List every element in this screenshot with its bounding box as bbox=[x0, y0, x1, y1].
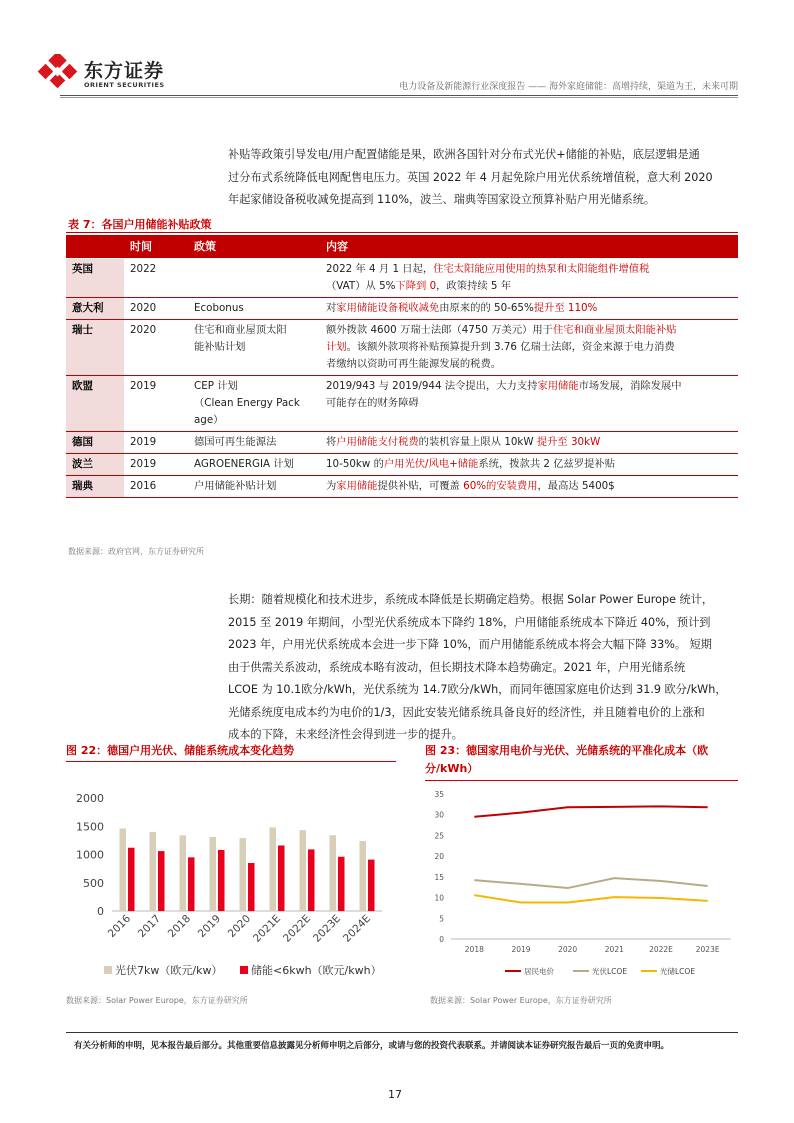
bar bbox=[210, 837, 217, 911]
legend-label: 储能<6kwh（欧元/kwh） bbox=[251, 964, 382, 977]
y-tick-label: 1500 bbox=[76, 820, 104, 834]
table-row bbox=[66, 297, 738, 319]
bar bbox=[368, 860, 375, 911]
highlight-text: 家用储能 bbox=[336, 479, 378, 492]
policy-line: 能补贴计划 bbox=[194, 340, 246, 353]
paragraph-subsidy bbox=[228, 144, 738, 212]
header-cell: 时间 bbox=[124, 235, 188, 258]
content-line bbox=[326, 339, 732, 356]
y-tick-label: 30 bbox=[434, 810, 444, 820]
table-caption: 表 7：各国户用储能补贴政策 bbox=[68, 218, 212, 231]
bar bbox=[158, 851, 165, 911]
table-row bbox=[66, 258, 738, 297]
table-source: 数据来源：政府官网，东方证券研究所 bbox=[68, 547, 204, 556]
text: 市场发展，消除发展中 bbox=[578, 379, 682, 392]
text: 的装机容量上限从 10kW bbox=[418, 435, 537, 448]
content-line bbox=[326, 278, 732, 295]
header-cell bbox=[66, 235, 124, 258]
text: 者缴纳以资助可再生能源发展的税费。 bbox=[326, 357, 502, 370]
highlight-text: 提升至 110% bbox=[533, 301, 598, 314]
content-cell bbox=[320, 375, 738, 431]
content-line bbox=[326, 261, 732, 278]
logo-name-cn: 东方证券 bbox=[84, 60, 165, 82]
text: 对 bbox=[326, 301, 337, 314]
logo-name-en: ORIENT SECURITIES bbox=[84, 81, 165, 89]
policy-cell bbox=[188, 297, 320, 319]
highlight-text: 提升至 30kW bbox=[536, 435, 601, 448]
table-row bbox=[66, 475, 738, 497]
disclaimer: 有关分析师的申明，见本报告最后部分。其他重要信息披露见分析师申明之后部分，或请与您的投资代表联系。并请阅读本证券研究报告最后一页的免责申明。 bbox=[74, 1041, 670, 1051]
content-line bbox=[326, 478, 732, 495]
paragraph-longterm bbox=[228, 589, 738, 747]
highlight-text: 家用储能设备税收减免 bbox=[336, 301, 440, 314]
text: 由原来的的 50-65% bbox=[439, 301, 534, 314]
text-line: 成本的下降，未来经济性会得到进一步的提升。 bbox=[228, 728, 463, 741]
y-tick-label: 500 bbox=[83, 876, 104, 890]
bar bbox=[128, 848, 135, 911]
text: 额外拨款 4600 万瑞士法郎（4750 万美元）用于 bbox=[326, 323, 553, 336]
text: 提供补贴，可覆盖 bbox=[377, 479, 464, 492]
legend-label: 居民电价 bbox=[524, 967, 554, 976]
content-line bbox=[326, 300, 732, 317]
table-row bbox=[66, 453, 738, 475]
text-line: 由于供需关系波动，系统成本略有波动，但长期技术降本趋势确定。2021 年，户用光储系统 bbox=[228, 660, 686, 674]
x-tick-label: 2023E bbox=[311, 912, 344, 945]
y-tick-label: 0 bbox=[439, 935, 444, 944]
highlight-text: 户用光伏/风电+储能 bbox=[383, 457, 479, 470]
header-cell: 政策 bbox=[188, 235, 320, 258]
legend-label: 光储LCOE bbox=[660, 967, 696, 976]
bar bbox=[240, 838, 247, 911]
bar bbox=[330, 835, 337, 911]
highlight-text: 住宅和商业屋顶太阳能补贴 bbox=[552, 323, 677, 336]
country-cell: 德国 bbox=[66, 431, 124, 453]
x-tick-label: 2023E bbox=[695, 945, 720, 954]
content-cell bbox=[320, 431, 738, 453]
bar bbox=[188, 857, 195, 911]
content-line bbox=[326, 356, 732, 373]
logo-mark-icon bbox=[36, 54, 80, 88]
highlight-text: 计划 bbox=[326, 340, 347, 353]
policy-line: 户用储能补贴计划 bbox=[194, 479, 277, 492]
policy-cell bbox=[188, 375, 320, 431]
text: 10-50kw 的 bbox=[326, 457, 384, 470]
content-cell bbox=[320, 453, 738, 475]
y-tick-label: 35 bbox=[434, 790, 444, 799]
x-tick-label: 2020 bbox=[225, 912, 254, 941]
bar bbox=[218, 850, 225, 911]
text: 2022 年 4 月 1 日起， bbox=[326, 262, 434, 275]
bar-chart bbox=[66, 770, 400, 984]
text: ，政策持续 5 年 bbox=[436, 279, 512, 292]
policy-line: CEP 计划 bbox=[194, 379, 238, 392]
policy-line: age） bbox=[194, 413, 224, 426]
country-cell: 意大利 bbox=[66, 297, 124, 319]
time-cell: 2019 bbox=[124, 375, 188, 431]
text-line: 年起家储设备税收减免提高到 110%，波兰、瑞典等国家设立预算补贴户用光储系统。 bbox=[228, 193, 656, 206]
line-chart bbox=[425, 786, 741, 984]
policy-line: 德国可再生能源法 bbox=[194, 435, 277, 448]
time-cell: 2016 bbox=[124, 475, 188, 497]
content-line bbox=[326, 395, 732, 412]
country-cell: 瑞典 bbox=[66, 475, 124, 497]
country-cell: 波兰 bbox=[66, 453, 124, 475]
content-cell bbox=[320, 319, 738, 375]
text: 。该额外款项将补贴预算提升到 3.76 亿瑞士法郎，资金来源于电力消费 bbox=[346, 340, 675, 353]
time-cell: 2019 bbox=[124, 453, 188, 475]
text: 为 bbox=[326, 479, 337, 492]
content-cell bbox=[320, 258, 738, 297]
x-tick-label: 2019 bbox=[195, 912, 224, 941]
policy-cell bbox=[188, 319, 320, 375]
text-line: LCOE 为 10.1欧分/kWh，光伏系统为 14.7欧分/kWh，而同年德国家庭电价达到 31.9 欧分/kWh， bbox=[228, 683, 727, 696]
x-tick-label: 2018 bbox=[464, 945, 484, 954]
country-cell: 英国 bbox=[66, 258, 124, 297]
bar bbox=[300, 830, 307, 911]
table-header-row bbox=[66, 235, 738, 258]
content-line bbox=[326, 322, 732, 339]
policy-table bbox=[66, 235, 738, 498]
table-row bbox=[66, 375, 738, 431]
y-tick-label: 10 bbox=[434, 893, 444, 903]
policy-cell bbox=[188, 475, 320, 497]
logo bbox=[36, 54, 80, 88]
highlight-text: 下降到 0 bbox=[395, 279, 437, 292]
text-line: 光储系统度电成本约为电价的1/3，因此安装光储系统具备良好的经济性，并且随着电价的上涨和 bbox=[228, 705, 705, 719]
y-tick-label: 20 bbox=[434, 852, 444, 862]
policy-cell bbox=[188, 258, 320, 297]
legend-swatch bbox=[104, 966, 112, 974]
x-tick-label: 2022E bbox=[649, 945, 673, 954]
legend-label: 光伏LCOE bbox=[592, 967, 628, 976]
bar bbox=[248, 863, 255, 911]
x-tick-label: 2022E bbox=[281, 912, 314, 945]
caption-rule bbox=[66, 232, 738, 233]
text-line: 补贴等政策引导发电/用户配置储能是果，欧洲各国针对分布式光伏+储能的补贴，底层逻辑是通 bbox=[228, 148, 700, 161]
figure-23-source: 数据来源：Solar Power Europe，东方证券研究所 bbox=[430, 996, 612, 1005]
x-tick-label: 2021 bbox=[604, 945, 624, 954]
country-cell: 瑞士 bbox=[66, 319, 124, 375]
bar bbox=[270, 827, 277, 911]
text-line: 2023 年，户用光伏系统成本会进一步下降 10%，而户用储能系统成本将会大幅下降 33%。 短期 bbox=[228, 638, 712, 651]
x-tick-label: 2021E bbox=[251, 912, 284, 945]
y-tick-label: 25 bbox=[434, 831, 444, 841]
series-line bbox=[474, 895, 707, 902]
text: （VAT）从 5% bbox=[326, 279, 396, 292]
highlight-text: 家用储能 bbox=[537, 379, 579, 392]
policy-line: （Clean Energy Pack bbox=[194, 396, 300, 409]
series-line bbox=[474, 806, 707, 816]
highlight-text: 户用储能支付税费 bbox=[336, 435, 419, 448]
legend-swatch bbox=[240, 966, 248, 974]
header-divider-2 bbox=[60, 97, 738, 98]
x-tick-label: 2017 bbox=[135, 912, 164, 941]
content-line bbox=[326, 378, 732, 395]
page-number: 17 bbox=[388, 1088, 402, 1101]
time-cell: 2019 bbox=[124, 431, 188, 453]
bar bbox=[338, 857, 345, 911]
policy-cell bbox=[188, 453, 320, 475]
y-tick-label: 0 bbox=[97, 905, 104, 918]
footer-divider bbox=[66, 1032, 738, 1033]
text-line: 过分布式系统降低电网配售电压力。英国 2022 年 4 月起免除户用光伏系统增值税，意大利 2020 bbox=[228, 170, 713, 184]
text: 2019/943 与 2019/944 法令提出，大力支持 bbox=[326, 379, 538, 392]
bar bbox=[360, 841, 367, 911]
figure-22-rule bbox=[66, 761, 396, 762]
policy-line: 住宅和商业屋顶太阳 bbox=[194, 323, 287, 336]
bar bbox=[120, 829, 127, 911]
content-line bbox=[326, 456, 732, 473]
highlight-text: 住宅太阳能应用使用的热泵和太阳能组件增值税 bbox=[433, 262, 650, 275]
text: 将 bbox=[326, 435, 337, 448]
text-line: 长期：随着规模化和技术进步，系统成本降低是长期确定趋势。根据 Solar Power Europe 统计， bbox=[228, 593, 714, 606]
y-tick-label: 5 bbox=[439, 914, 444, 924]
text: 系统，拨款共 2 亿兹罗提补贴 bbox=[478, 457, 616, 470]
table-row bbox=[66, 431, 738, 453]
figure-23-title: 图 23：德国家用电价与光伏、光储系统的平准化成本（欧分/kWh） bbox=[425, 744, 709, 775]
content-cell bbox=[320, 297, 738, 319]
policy-line: Ecobonus bbox=[194, 301, 244, 314]
report-title: 电力设备及新能源行业深度报告 —— 海外家庭储能：高增持续，渠道为王，未来可期 bbox=[399, 82, 738, 92]
y-tick-label: 2000 bbox=[76, 792, 104, 805]
legend-label: 光伏7kw（欧元/kw） bbox=[115, 964, 223, 977]
table-row bbox=[66, 319, 738, 375]
bar bbox=[180, 835, 187, 911]
series-line bbox=[474, 878, 707, 888]
time-cell: 2022 bbox=[124, 258, 188, 297]
content-line bbox=[326, 434, 732, 451]
country-cell: 欧盟 bbox=[66, 375, 124, 431]
text: ，最高达 5400$ bbox=[537, 479, 615, 492]
x-tick-label: 2024E bbox=[341, 912, 374, 945]
header-cell: 内容 bbox=[320, 235, 738, 258]
x-tick-label: 2019 bbox=[511, 945, 531, 954]
x-tick-label: 2018 bbox=[165, 912, 194, 941]
figure-23-rule bbox=[425, 780, 738, 781]
text: 可能存在的财务障碍 bbox=[326, 396, 419, 409]
header-divider bbox=[60, 95, 738, 96]
figure-22-title: 图 22：德国户用光伏、储能系统成本变化趋势 bbox=[66, 744, 295, 757]
text-line: 2015 至 2019 年期间，小型光伏系统成本下降约 18%，户用储能系统成本下降近 40%，预计到 bbox=[228, 615, 711, 629]
bar bbox=[278, 845, 285, 911]
bar bbox=[308, 849, 315, 911]
content-cell bbox=[320, 475, 738, 497]
bar bbox=[150, 832, 157, 911]
time-cell: 2020 bbox=[124, 297, 188, 319]
policy-cell bbox=[188, 431, 320, 453]
x-tick-label: 2016 bbox=[105, 912, 134, 941]
y-tick-label: 15 bbox=[434, 872, 444, 882]
policy-line: AGROENERGIA 计划 bbox=[194, 457, 294, 470]
time-cell: 2020 bbox=[124, 319, 188, 375]
figure-22-source: 数据来源：Solar Power Europe，东方证券研究所 bbox=[66, 996, 248, 1005]
highlight-text: 60%的安装费用 bbox=[463, 479, 538, 492]
y-tick-label: 1000 bbox=[76, 848, 104, 862]
x-tick-label: 2020 bbox=[558, 945, 578, 954]
